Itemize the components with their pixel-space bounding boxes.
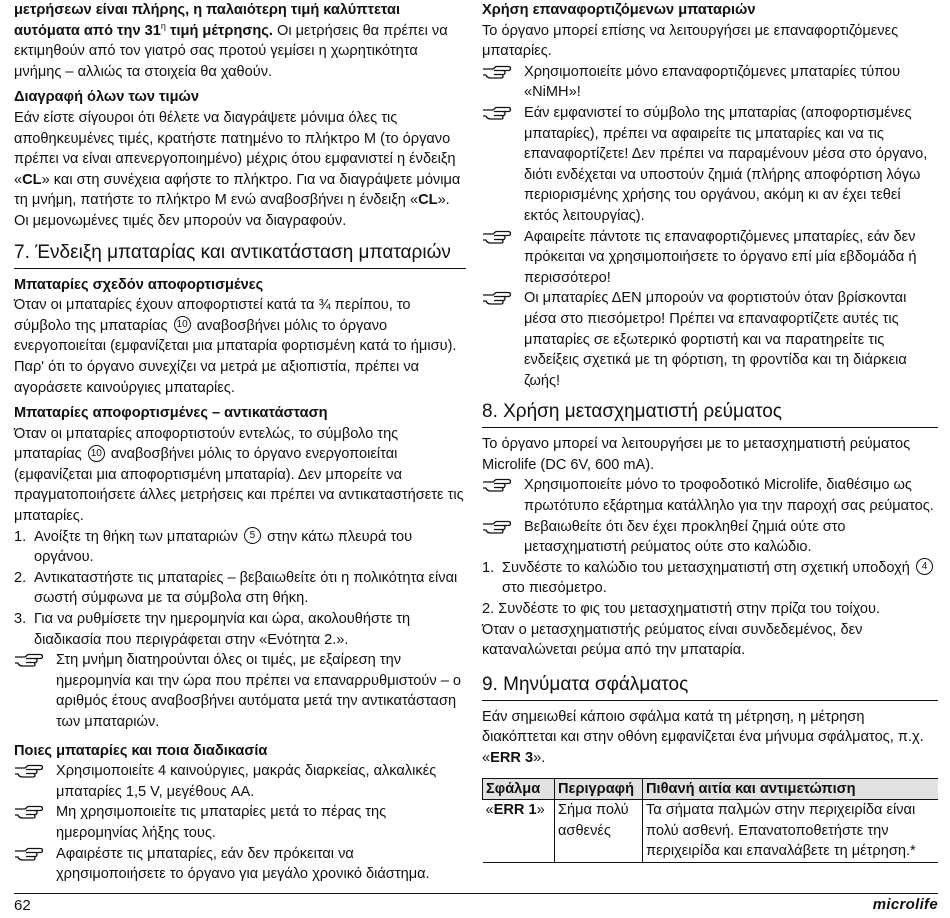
step-text	[34, 527, 466, 568]
ordinal-sup: η	[160, 20, 166, 31]
flat-battery-heading: Μπαταρίες αποφορτισμένες – αντικατάσταση	[14, 405, 328, 422]
ac-bullet-2	[482, 517, 938, 558]
rech-bullet-2	[482, 103, 938, 227]
step-text: Για να ρυθμίσετε την ημερομηνία και ώρα, ακολουθήστε τη διαδικασία που περιγράφεται στην «Ενότητα 2.».	[34, 611, 411, 648]
page-number: 62	[14, 897, 31, 914]
memory-full-bold-2: τιμή μέτρησης.	[165, 22, 273, 39]
ac-adapter-paragraph: Το όργανο μπορεί να λειτουργήσει με το μετασχηματιστή ρεύματος Microlife (DC 6V, 600 mA).	[482, 436, 911, 473]
brand-logo: microlife	[872, 896, 938, 913]
low-battery-text-1: Όταν οι μπαταρίες έχουν αποφορτιστεί κατά τα ¾ περίπου, το σύμβολο της μπαταρίας	[14, 297, 411, 334]
step-1-text-a: Ανοίξτε τη θήκη των μπαταριών	[34, 528, 238, 545]
bullet-text: Οι μπαταρίες ΔΕΝ μπορούν να φορτιστούν όταν βρίσκονται μέσα στο πιεσόμετρο! Πρέπει να επαναφορτίζετε αυτές τις μπαταρίες σε εξωτερικό φορτιστή και να παρατηρείτε τις ενδείξεις σχετικά με τη φόρτιση, τη φροντίδα και τη διάρκεια ζωής!	[524, 290, 907, 389]
rechargeable-paragraph: Το όργανο μπορεί επίσης να λειτουργήσει με επαναφορτιζόμενες μπαταρίες.	[482, 22, 899, 60]
bullet-text: Χρησιμοποιείτε 4 καινούργιες, μακράς διαρκείας, αλκαλικές μπαταρίες 1,5 V, μεγέθους AA.	[56, 763, 437, 800]
ac-bullet-1	[482, 475, 938, 516]
delete-all-heading: Διαγραφή όλων των τιμών	[14, 89, 199, 106]
table-header: Σφάλμα	[483, 778, 555, 800]
pointing-hand-icon	[482, 517, 524, 558]
bullet-text: Αφαιρείτε πάντοτε τις επαναφορτιζόμενες μπαταρίες, εάν δεν πρόκειται να χρησιμοποιήσετε το όργανο επί μία εβδομάδα ή περισσότερο!	[524, 228, 917, 286]
rech-bullet-3	[482, 227, 938, 289]
step-1	[14, 527, 466, 568]
cl-label-1: CL	[22, 171, 42, 188]
step-2	[14, 568, 466, 609]
delete-text-3: ». Οι μεμονωμένες τιμές δεν μπορούν να διαγραφούν.	[14, 192, 450, 229]
section-8-heading: 8. Χρήση μετασχηματιστή ρεύματος	[482, 400, 938, 428]
ac-step-1-text-b: στο πιεσόμετρο.	[502, 580, 607, 597]
bullet-text: Μη χρησιμοποιείτε τις μπαταρίες μετά το πέρας της ημερομηνίας λήξης τους.	[56, 804, 387, 841]
table-header: Περιγραφή	[555, 778, 643, 800]
pointing-hand-icon	[14, 802, 56, 843]
bullet-text: Αφαιρέστε τις μπαταρίες, εάν δεν πρόκειται να χρησιμοποιήσετε το όργανο για μεγάλο χρονικό διάστημα.	[56, 845, 430, 883]
circled-number-4: 4	[916, 558, 933, 575]
step-1-text-b: στην κάτω πλευρά του οργάνου.	[34, 528, 413, 566]
flat-battery-text-1: Όταν οι μπαταρίες αποφορτιστούν εντελώς, το σύμβολο της μπαταρίας	[14, 425, 399, 463]
ac-step-1-text-a: Συνδέστε το καλώδιο του μετασχηματιστή στη σχετική υποδοχή	[502, 559, 910, 576]
step-3	[14, 609, 466, 650]
left-column	[14, 0, 466, 885]
circled-number-5: 5	[244, 527, 261, 544]
delete-all-paragraph	[14, 108, 466, 232]
circled-number-10: 10	[174, 316, 191, 333]
note-text: Στη μνήμη διατηρούνται όλες οι τιμές, με εξαίρεση την ημερομηνία και την ώρα που πρέπει να επαναρρυθμιστούν – ο αριθμός έτους αναβοσβήνει αυτόματα μετά την αντικατάσταση των μπαταριών.	[56, 652, 462, 730]
table-cell-desc: Σήμα πολύ ασθενές	[555, 800, 643, 863]
low-battery-paragraph	[14, 295, 466, 398]
quote-open: «	[485, 802, 494, 819]
pointing-hand-icon	[482, 288, 524, 391]
rech-bullet-4	[482, 288, 938, 391]
pointing-hand-icon	[14, 650, 56, 732]
bullet-text: Βεβαιωθείτε ότι δεν έχει προκληθεί ζημιά ούτε στο μετασχηματιστή ρεύματος ούτε στο καλώδιο.	[524, 518, 846, 556]
error-text-2: ».	[533, 750, 546, 766]
flat-battery-text-2: αναβοσβήνει μόλις το όργανο ενεργοποιείται (εμφανίζεται μια αποφορτισμένη μπαταρία). Δεν μπορείτε να πραγματοποιήσετε άλλες μετρήσεις και πρέπει να αντικαταστήσετε τις μπαταρίες.	[14, 446, 464, 525]
flat-battery-paragraph	[14, 424, 466, 527]
which-bullet-3	[14, 844, 466, 885]
bullet-text: Εάν εμφανιστεί το σύμβολο της μπαταρίας (αποφορτισμένες μπαταρίες), πρέπει να αφαιρείτε τις μπαταρίες και να τις επαναφορτίζετε! Δεν πρέπει να παραμένουν μέσα στο όργανο, διότι ενδέχεται να υποστούν ζημιά (πλήρης αποφόρτιση λόγω περιορισμένης χρήσης του οργάνου, ακόμη κι αν έχει τεθεί εκτός λειτουργίας).	[524, 104, 928, 224]
which-bullet-1	[14, 761, 466, 802]
error-code: ERR 1	[493, 802, 537, 819]
ac-step-2: 2. Συνδέστε το φις του μετασχηματιστή στην πρίζα του τοίχου.	[482, 601, 881, 618]
pointing-hand-icon	[482, 227, 524, 289]
table-header-row	[483, 778, 939, 800]
bullet-text: Χρησιμοποιείτε μόνο επαναφορτιζόμενες μπαταρίες τύπου «NiMH»!	[524, 63, 901, 101]
section-9-heading: 9. Μηνύματα σφάλματος	[482, 673, 938, 701]
error-table	[482, 778, 938, 863]
step-text: Αντικαταστήστε τις μπαταρίες – βεβαιωθείτε ότι η πολικότητα είναι σωστή σύμφωνα με τα σύμβολα στη θήκη.	[34, 569, 458, 607]
step-number: 2.	[14, 569, 27, 586]
pointing-hand-icon	[482, 475, 524, 516]
quote-close: »	[536, 802, 545, 819]
which-bullet-2	[14, 802, 466, 843]
ac-step-1	[482, 558, 938, 599]
pointing-hand-icon	[482, 103, 524, 227]
bullet-text: Χρησιμοποιείτε μόνο το τροφοδοτικό Microlife, διαθέσιμο ως πρωτότυπο εξάρτημα κατάλληλο για την παροχή σας ρεύματος.	[524, 477, 934, 515]
low-battery-text-2: αναβοσβήνει μόλις το όργανο ενεργοποιείται (εμφανίζεται μια μπαταρία φορτισμένη κατά το ήμισυ). Παρ' ότι το όργανο συνεχίζει να μετρά με αξιοπιστία, πρέπει να αγοράσετε καινούργιες μπαταρίες.	[14, 317, 457, 396]
table-header: Πιθανή αιτία και αντιμετώπιση	[643, 778, 939, 800]
error-paragraph	[482, 707, 938, 769]
memory-full-rest: Οι μετρήσεις θα πρέπει να εκτιμηθούν από τον γιατρό σας προτού γεμίσει η χωρητικότητα μνήμης – αλλιώς τα στοιχεία θα χαθούν.	[14, 22, 448, 80]
table-cell-cause: Τα σήματα παλμών στην περιχειρίδα είναι πολύ ασθενή. Επανατοποθετήστε την περιχειρίδα και επαναλάβετε τη μέτρηση.*	[643, 800, 939, 863]
rechargeable-heading: Χρήση επαναφορτιζόμενων μπαταριών	[482, 2, 756, 18]
delete-text-1: Εάν είστε σίγουροι ότι θέλετε να διαγράψετε μόνιμα όλες τις αποθηκευμένες τιμές, κρατήστε πατημένο το πλήκτρο M (το όργανο πρέπει να είναι απενεργοποιημένο) μέχρις ότου εμφανιστεί η ένδειξη «	[14, 109, 456, 188]
pointing-hand-icon	[482, 62, 524, 103]
section-7-heading: 7. Ένδειξη μπαταρίας και αντικατάσταση μπαταριών	[14, 241, 466, 269]
pointing-hand-icon	[14, 761, 56, 802]
which-batteries-heading: Ποιες μπαταρίες και ποια διαδικασία	[14, 742, 268, 759]
ac-end-paragraph: Όταν ο μετασχηματιστής ρεύματος είναι συνδεδεμένος, δεν καταναλώνεται ρεύμα από την μπαταρία.	[482, 621, 863, 659]
low-battery-heading: Μπαταρίες σχεδόν αποφορτισμένες	[14, 276, 264, 293]
cl-label-2: CL	[418, 192, 438, 209]
error-code: ERR 3	[490, 750, 534, 766]
delete-text-2: » και στη συνέχεια αφήστε το πλήκτρο. Για να διαγράψετε μόνιμα τη μνήμη, πατήστε το πλήκτρο M ενώ αναβοσβήνει η ένδειξη «	[14, 171, 461, 209]
right-column	[482, 0, 938, 863]
step-number: 3.	[14, 611, 27, 628]
table-cell-code	[483, 800, 555, 863]
step-text	[502, 558, 938, 599]
table-row	[483, 800, 939, 863]
step-number: 1.	[482, 559, 495, 576]
step-number: 1.	[14, 528, 27, 545]
memory-full-paragraph	[14, 0, 466, 82]
pointing-hand-icon	[14, 844, 56, 885]
footer-divider	[14, 893, 938, 894]
memory-full-bold: μετρήσεων είναι πλήρης, η παλαιότερη τιμή καλύπτεται αυτόματα από την 31	[14, 2, 401, 39]
note-memory	[14, 650, 466, 732]
error-text-1: Εάν σημειωθεί κάποιο σφάλμα κατά τη μέτρηση, η μέτρηση διακόπτεται και στην οθόνη εμφανίζεται ένα μήνυμα σφάλματος, π.χ. «	[482, 708, 924, 766]
rech-bullet-1	[482, 62, 938, 103]
circled-number-10: 10	[88, 445, 105, 462]
